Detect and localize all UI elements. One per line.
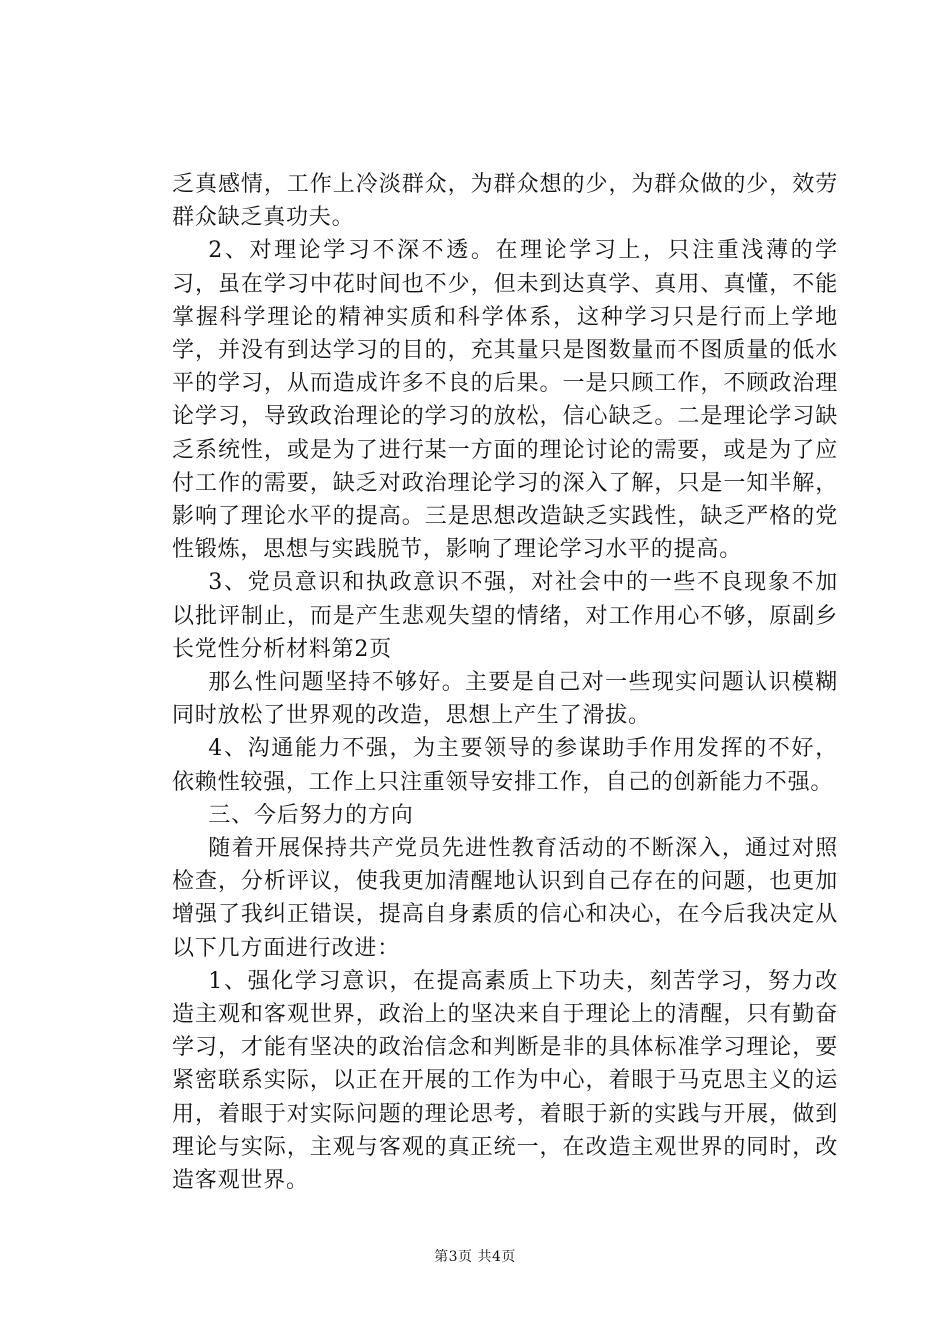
document-body (172, 168, 838, 1197)
section-heading: 三、今后努力的方向 (208, 802, 414, 828)
page-number-footer: 第3页 共4页 (434, 1249, 516, 1265)
paragraph-improvement-1: 1、强化学习意识，在提高素质上下功夫，刻苦学习，努力改造主观和客观世界，政治上的坚决来自于理论上的清醒，只有勤奋学习，才能有坚决的政治信念和判断是非的具体标准学习理论，要紧密联系实际，以正在开展的工作为中心，着眼于马克思主义的运用，着眼于对实际问题的理论思考，着眼于新的实践与开展，做到理论与实际，主观与客观的真正统一，在改造主观世界的同时，改造客观世界。 (172, 968, 838, 1194)
paragraph-item-4: 4、沟通能力不强，为主要领导的参谋助手作用发挥的不好，依赖性较强，工作上只注重领导安排工作，自己的创新能力不强。 (172, 736, 838, 795)
paragraph-continuation: 乏真感情，工作上冷淡群众，为群众想的少，为群众做的少，效劳群众缺乏真功夫。 (172, 172, 838, 231)
paragraph-continuation-2: 那么性问题坚持不够好。主要是自己对一些现实问题认识模糊同时放松了世界观的改造，思想上产生了滑拔。 (172, 670, 838, 729)
paragraph-item-2: 2、对理论学习不深不透。在理论学习上，只注重浅薄的学习，虽在学习中花时间也不少，但未到达真学、真用、真懂，不能掌握科学理论的精神实质和科学体系，这种学习只是行而上学地学，并没有到达学习的目的，充其量只是图数量而不图质量的低水平的学习，从而造成许多不良的后果。一是只顾工作，不顾政治理论学习，导致政治理论的学习的放松，信心缺乏。二是理论学习缺乏系统性，或是为了进行某一方面的理论讨论的需要，或是为了应付工作的需要，缺乏对政治理论学习的深入了解，只是一知半解，影响了理论水平的提高。三是思想改造缺乏实践性，缺乏严格的党性锻炼，思想与实践脱节，影响了理论学习水平的提高。 (172, 238, 838, 563)
paragraph-intro: 随着开展保持共产党员先进性教育活动的不断深入，通过对照检查，分析评议，使我更加清醒地认识到自己存在的问题，也更加增强了我纠正错误，提高自身素质的信心和决心，在今后我决定从以下几方面进行改进： (172, 836, 838, 961)
paragraph-item-3: 3、党员意识和执政意识不强，对社会中的一些不良现象不加以批评制止，而是产生悲观失望的情绪，对工作用心不够，原副乡长党性分析材料第2页 (172, 570, 838, 662)
